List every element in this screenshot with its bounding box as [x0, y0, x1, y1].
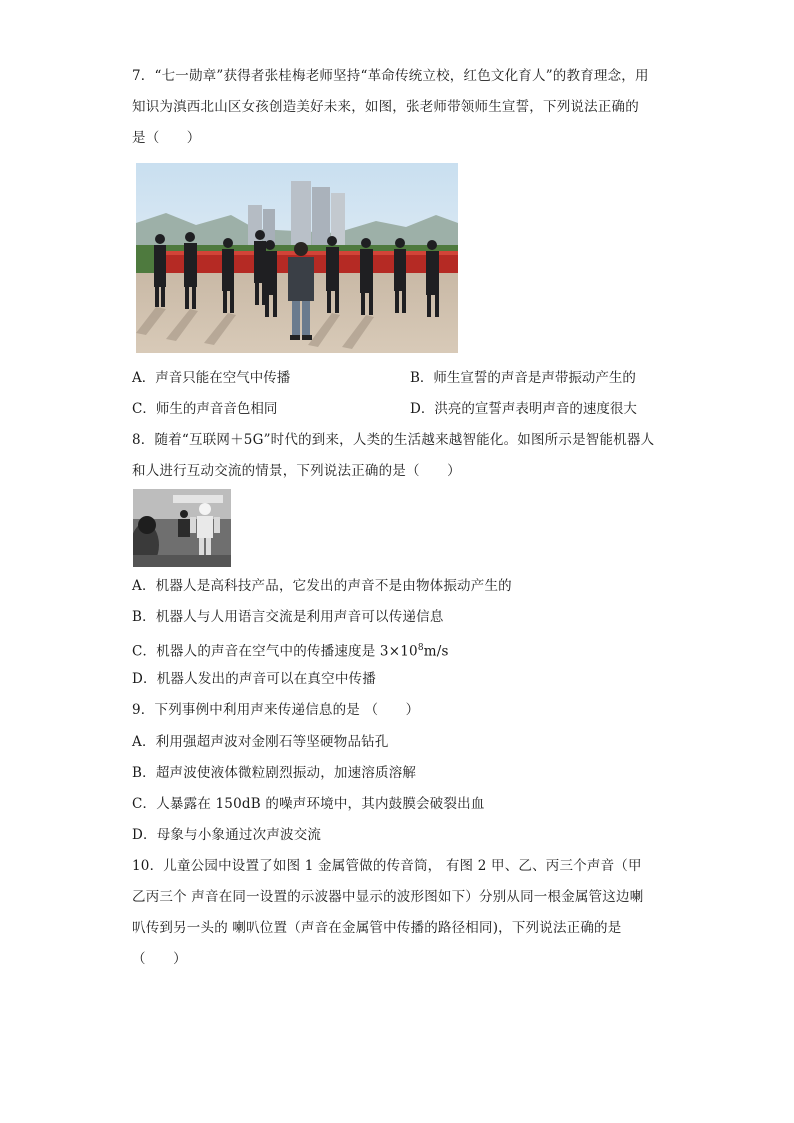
q10-stem-line-1: 10．儿童公园中设置了如图 1 金属管做的传音筒， 有图 2 甲、乙、丙三个声音（甲: [132, 858, 642, 874]
q7-stem-line-3: 是（ ）: [132, 130, 201, 146]
q10-stem-line-4: （ ）: [132, 951, 187, 967]
q10-stem-line-3: 叭传到另一头的 喇叭位置（声音在金属管中传播的路径相同)，下列说法正确的是: [132, 920, 622, 936]
q10-stem-line-2: 乙丙三个 声音在同一设置的示波器中显示的波形图如下）分别从同一根金属管这边喇: [132, 889, 644, 905]
q8-stem-line-2: 和人进行互动交流的情景，下列说法正确的是（ ）: [132, 463, 461, 479]
q7-option-b[interactable]: B．师生宣誓的声音是声带振动产生的: [410, 370, 636, 386]
q7-stem-line-1: 7．“七一勋章”获得者张桂梅老师坚持“革命传统立校，红色文化育人”的教育理念，用: [132, 68, 649, 84]
q8-option-c-text: C．机器人的声音在空气中的传播速度是 3×10: [132, 643, 418, 660]
q7-option-c[interactable]: C．师生的声音音色相同: [132, 401, 278, 417]
q8-option-a[interactable]: A．机器人是高科技产品，它发出的声音不是由物体振动产生的: [132, 578, 512, 594]
q8-option-c-unit: m/s: [423, 643, 449, 660]
q9-stem: 9．下列事例中利用声来传递信息的是 （ ）: [132, 702, 420, 718]
q8-robot-photo: [133, 489, 231, 567]
q9-option-b[interactable]: B．超声波使液体微粒剧烈振动，加速溶质溶解: [132, 765, 417, 781]
q8-option-c-exponent: 8: [417, 643, 424, 653]
q8-option-c[interactable]: [132, 638, 449, 662]
q8-option-b[interactable]: B．机器人与人用语言交流是利用声音可以传递信息: [132, 609, 444, 625]
q8-option-d[interactable]: D．机器人发出的声音可以在真空中传播: [132, 671, 376, 687]
q9-option-d[interactable]: D．母象与小象通过次声波交流: [132, 827, 322, 843]
q9-option-a[interactable]: A．利用强超声波对金刚石等坚硬物品钻孔: [132, 734, 389, 750]
q7-option-d[interactable]: D．洪亮的宣誓声表明声音的速度很大: [410, 401, 637, 417]
q7-stem-line-2: 知识为滇西北山区女孩创造美好未来，如图，张老师带领师生宣誓，下列说法正确的: [132, 99, 639, 115]
q7-option-a[interactable]: A．声音只能在空气中传播: [132, 370, 291, 386]
q8-stem-line-1: 8．随着“互联网＋5G”时代的到来，人类的生活越来越智能化。如图所示是智能机器人: [132, 432, 655, 448]
q7-oath-photo: [136, 163, 458, 353]
q9-option-c[interactable]: C．人暴露在 150dB 的噪声环境中，其内鼓膜会破裂出血: [132, 796, 485, 812]
